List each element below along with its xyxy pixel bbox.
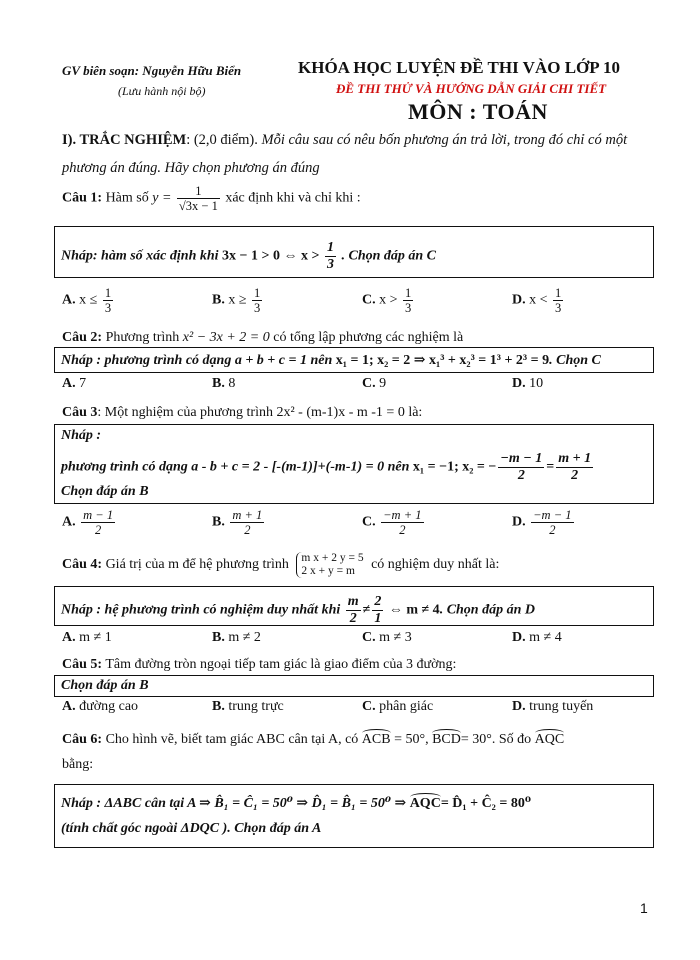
q3-option-a [62, 508, 117, 537]
option-fraction [403, 286, 413, 315]
question-3 [62, 405, 422, 421]
option-letter: D. [512, 630, 526, 645]
q3-option-c [362, 508, 426, 537]
option-den: 3 [104, 301, 112, 315]
exam-subtitle: ĐỀ THI THỬ VÀ HƯỚNG DẪN GIẢI CHI TIẾT [336, 81, 607, 96]
q1-function-fraction [177, 184, 220, 213]
q3-hint-math: x₁ = −1; x₂ = − [412, 459, 497, 475]
q5-option-b [212, 699, 284, 715]
option-letter: B. [212, 630, 225, 645]
q4-equation-system [296, 552, 363, 578]
option-num: −m − 1 [533, 508, 572, 522]
q3-hint-f2-num: m + 1 [558, 451, 592, 466]
q4-option-c [362, 630, 412, 646]
q2-hint-text: Nháp : phương trình có dạng a + b + c = 1 nên [61, 353, 333, 368]
q4-hint-num-2: 2 [374, 594, 382, 609]
section-title: I). TRẮC NGHIỆM [62, 132, 187, 148]
option-text: x < [529, 292, 548, 308]
q4-hint-text: Nháp : hệ phương trình có nghiệm duy nhất khi [61, 602, 341, 618]
q6-text: Cho hình vẽ, biết tam giác ABC cân tại A, có [105, 732, 359, 747]
q3-option-d [512, 508, 576, 537]
option-text: x > [379, 292, 398, 308]
q2-label: Câu 2: [62, 330, 103, 345]
question-6 [62, 729, 564, 748]
option-value: 9 [379, 376, 387, 391]
q3-hint-text: phương trình có dạng a - b + c = 2 - [-(m-1)]+(-m-1) = 0 nên [61, 459, 410, 475]
circulation-note: (Lưu hành nội bộ) [118, 84, 206, 98]
option-letter: B. [212, 514, 225, 530]
q1-option-c [362, 286, 415, 315]
option-num: −m + 1 [383, 508, 422, 522]
option-letter: C. [362, 630, 376, 645]
q3-hint-fraction-2 [556, 451, 593, 484]
question-4 [62, 552, 499, 578]
q1-label: Câu 1: [62, 190, 103, 206]
q4-system-line-1: m x + 2 y = 5 [301, 552, 364, 564]
option-fraction [553, 286, 563, 315]
q3-hint-box [54, 424, 654, 504]
q4-hint-den-2: 1 [374, 611, 382, 626]
option-fraction [531, 508, 573, 537]
q1-func-den: √3x − 1 [178, 199, 218, 213]
q1-option-d [512, 286, 565, 315]
option-num: 1 [104, 286, 112, 300]
option-fraction [381, 508, 423, 537]
option-text: x ≤ [79, 292, 98, 308]
page-number: 1 [640, 900, 648, 916]
q2-option-d [512, 376, 543, 392]
q6-hint-line-1: Nháp : ΔABC cân tại A ⇒ B̂₁ = Ĉ₁ = 50⁰ ⇒ D̂₁ = B̂₁ = 50⁰ ⇒ [61, 796, 407, 811]
option-letter: C. [362, 376, 376, 391]
option-letter: B. [212, 376, 225, 391]
q3-text: : Một nghiệm của phương trình 2x² - (m-1)x - m -1 = 0 là: [97, 405, 423, 420]
q5-hint-answer: Chọn đáp án B [61, 678, 149, 693]
q1-hint-answer: . Chọn đáp án C [341, 248, 437, 264]
q1-option-a [62, 286, 115, 315]
option-num: m − 1 [83, 508, 114, 522]
option-num: 1 [555, 286, 562, 300]
option-value: 10 [529, 376, 544, 391]
q6-value-2: = 30°. Số đo [460, 732, 532, 747]
option-letter: D. [512, 514, 526, 530]
q3-hint-f1-den: 2 [517, 468, 525, 483]
q5-option-a [62, 699, 138, 715]
option-den: 3 [555, 301, 562, 315]
q1-hint-num: 1 [326, 240, 334, 255]
option-letter: D. [512, 699, 526, 714]
option-letter: A. [62, 699, 76, 714]
q2-equation: x² − 3x + 2 = 0 [182, 330, 270, 345]
q4-hint-neq: ≠ [362, 602, 371, 618]
q6-angle-bcd: BCD [432, 729, 461, 748]
q5-hint-box [54, 675, 654, 697]
q6-text-tail: bằng: [62, 757, 94, 772]
q3-hint-f1-num: −m − 1 [500, 451, 543, 466]
question-1 [62, 184, 361, 213]
q5-text: Tâm đường tròn ngoại tiếp tam giác là giao điểm của 3 đường: [105, 657, 457, 672]
q4-label: Câu 4: [62, 557, 103, 573]
q6-hint-box [54, 784, 654, 848]
q4-hint-den-1: 2 [349, 611, 357, 626]
section-instruction: Mỗi câu sau có nêu bốn phương án trả lời, trong đó chỉ có một phương án đúng. Hãy chọn phương án đúng [62, 132, 628, 176]
section-points: : (2,0 điểm). [186, 132, 258, 148]
option-den: 3 [405, 301, 412, 315]
option-value: phân giác [379, 699, 434, 714]
option-num: 1 [254, 286, 261, 300]
option-value: trung trực [228, 699, 284, 714]
option-den: 2 [549, 523, 556, 537]
author-line: GV biên soạn: Nguyễn Hữu Biển [62, 63, 242, 78]
option-letter: B. [212, 292, 225, 308]
q6-label: Câu 6: [62, 732, 103, 747]
q5-option-d [512, 699, 593, 715]
option-value: 7 [79, 376, 87, 391]
option-value: m ≠ 4 [529, 630, 562, 645]
q4-hint-fraction-2 [372, 594, 383, 627]
q1-hint-math: 3x − 1 > 0 ⇔ x > [222, 248, 320, 264]
option-letter: B. [212, 699, 225, 714]
option-den: 3 [254, 301, 261, 315]
option-value: m ≠ 1 [79, 630, 112, 645]
q5-label: Câu 5: [62, 657, 103, 672]
q1-hint-box [54, 226, 654, 278]
option-letter: C. [362, 292, 376, 308]
q1-tail: xác định khi và chỉ khi : [225, 190, 361, 206]
q2-hint-answer: . Chọn C [549, 353, 601, 368]
q3-hint-eq: = [546, 459, 555, 475]
option-letter: D. [512, 376, 526, 391]
option-value: m ≠ 2 [228, 630, 261, 645]
option-den: 2 [399, 523, 406, 537]
q3-hint-f2-den: 2 [571, 468, 579, 483]
q3-hint-title: Nháp : [61, 428, 102, 443]
course-title: KHÓA HỌC LUYỆN ĐỀ THI VÀO LỚP 10 [298, 58, 620, 77]
q4-option-d [512, 630, 562, 646]
q4-text-tail: có nghiệm duy nhất là: [371, 557, 500, 573]
option-text: x ≥ [228, 292, 247, 308]
q4-hint-num-1: m [347, 594, 359, 609]
q1-func-lhs: y = [152, 190, 172, 206]
q2-option-b [212, 376, 235, 392]
q6-value-1: = 50°, [394, 732, 429, 747]
section-heading [62, 126, 662, 182]
q3-option-b [212, 508, 266, 537]
q4-hint-answer: . Chọn đáp án D [439, 602, 535, 618]
option-letter: C. [362, 699, 376, 714]
q4-option-a [62, 630, 112, 646]
q4-system-line-2: 2 x + y = m [301, 565, 355, 577]
q2-hint-math: x₁ = 1; x₂ = 2 ⇒ x₁³ + x₂³ = 1³ + 2³ = 9 [335, 353, 550, 368]
q2-text-tail: có tổng lập phương các nghiệm là [273, 330, 464, 345]
option-fraction [103, 286, 113, 315]
q3-hint-answer: Chọn đáp án B [61, 484, 149, 499]
option-num: m + 1 [232, 508, 263, 522]
q3-hint-fraction-1 [498, 451, 544, 484]
question-2 [62, 330, 463, 346]
q1-hint-den: 3 [326, 257, 334, 272]
q2-option-c [362, 376, 386, 392]
option-den: 2 [94, 523, 102, 537]
q6-hint-angle: AQC [410, 793, 441, 812]
option-value: 8 [228, 376, 236, 391]
option-fraction [252, 286, 262, 315]
q5-option-c [362, 699, 433, 715]
q2-text: Phương trình [105, 330, 180, 345]
option-letter: A. [62, 630, 76, 645]
q3-label: Câu 3 [62, 405, 98, 420]
option-letter: C. [362, 514, 376, 530]
option-letter: D. [512, 292, 526, 308]
q6-angle-acb: ACB [362, 729, 391, 748]
option-letter: A. [62, 514, 76, 530]
q4-hint-fraction-1 [346, 594, 361, 627]
subject-title: MÔN : TOÁN [408, 99, 548, 124]
option-value: m ≠ 3 [379, 630, 412, 645]
q1-hint-fraction [325, 240, 336, 273]
q4-hint-math: ⇔ m ≠ 4 [388, 602, 440, 618]
q4-option-b [212, 630, 261, 646]
q1-func-num: 1 [177, 184, 220, 199]
q4-hint-box [54, 586, 654, 626]
option-fraction [230, 508, 264, 537]
q6-hint-line-1b: = D̂₁ + Ĉ₂ = 80⁰ [440, 796, 531, 811]
option-value: đường cao [79, 699, 139, 714]
q4-text: Giá trị của m để hệ phương trình [105, 557, 289, 573]
question-5 [62, 657, 456, 673]
q6-hint-line-2: (tính chất góc ngoài ΔDQC ). Chọn đáp án A [61, 821, 322, 836]
q1-text: Hàm số [105, 190, 149, 206]
option-letter: A. [62, 376, 76, 391]
q1-option-b [212, 286, 264, 315]
option-num: 1 [405, 286, 412, 300]
q6-angle-aqc: AQC [535, 729, 565, 748]
option-value: trung tuyến [529, 699, 594, 714]
q2-option-a [62, 376, 86, 392]
option-letter: A. [62, 292, 76, 308]
q2-hint-box [54, 347, 654, 373]
option-den: 2 [244, 523, 251, 537]
option-fraction [81, 508, 115, 537]
q1-hint-text: Nháp: hàm số xác định khi [61, 248, 219, 264]
